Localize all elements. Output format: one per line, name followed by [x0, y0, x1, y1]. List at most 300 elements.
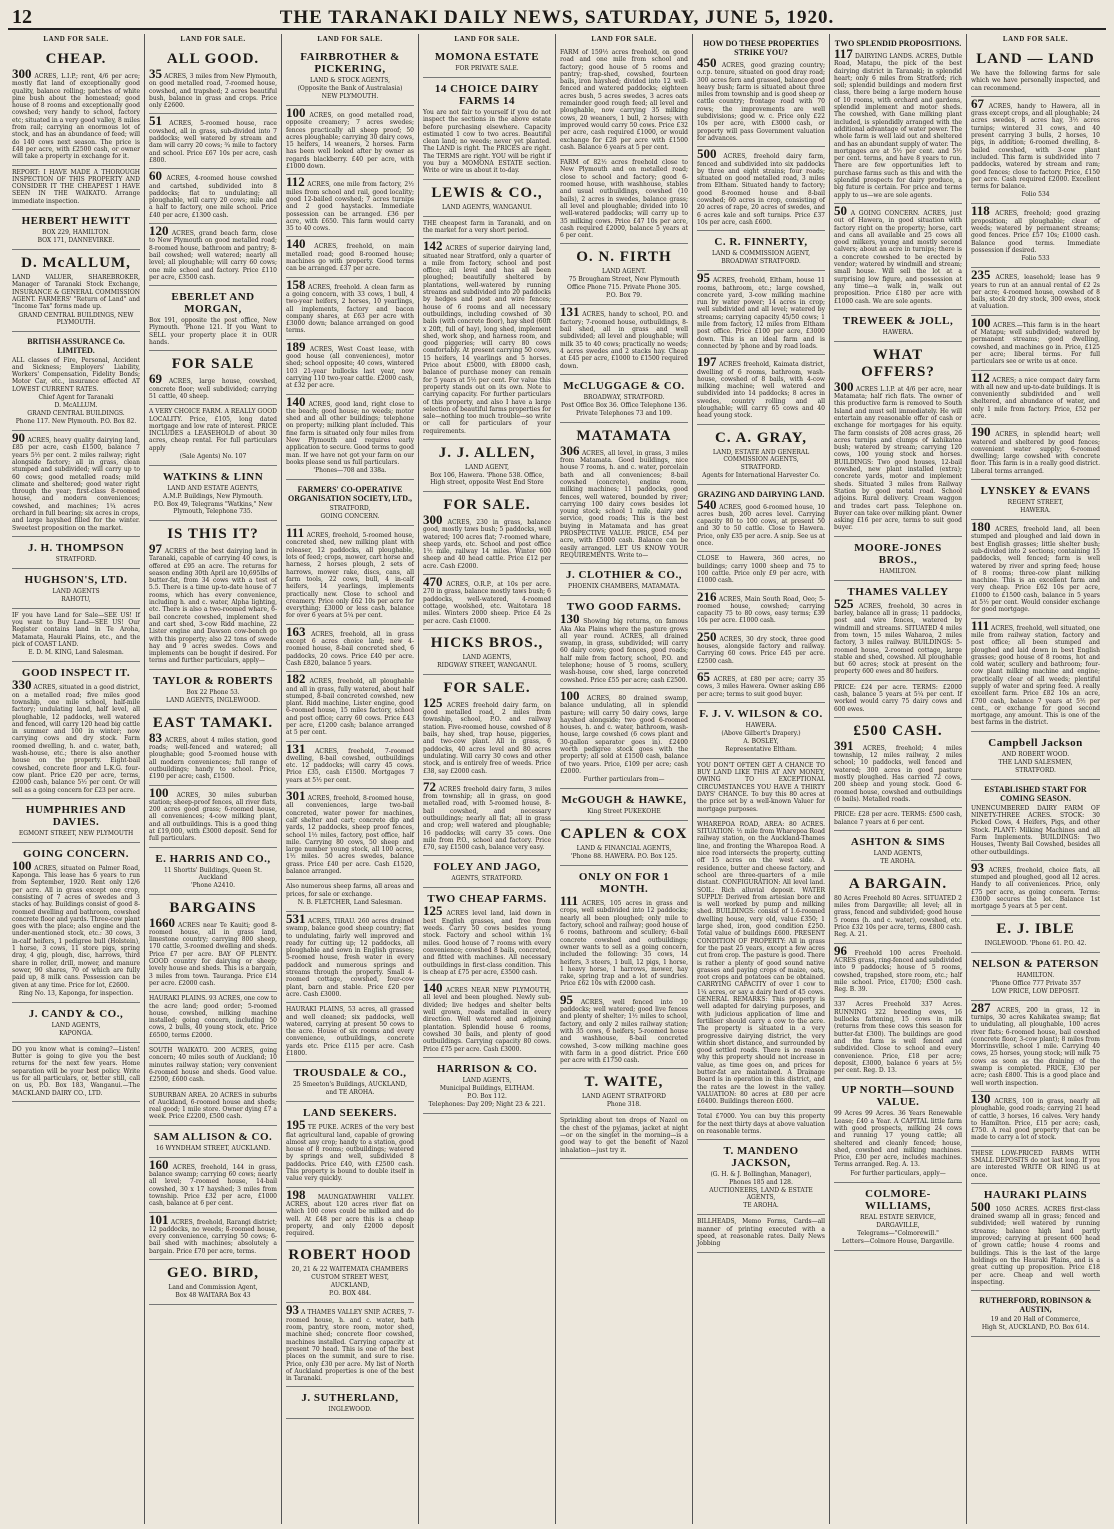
ad-body	[149, 371, 277, 400]
ad-body	[560, 687, 688, 775]
classified-ad	[697, 1110, 825, 1140]
ad-acreage: 525	[834, 595, 854, 611]
classified-ad	[286, 912, 414, 1003]
ad-contact-line: (Opposite the Bank of Australasia)	[297, 85, 403, 92]
ad-text: ACRES of the best dairying land in Taranaki, capable of carrying 40 cows, is offered at £95 an acre. The returns for season ending 30th April are 10,695lbs of butter-fat, from 34 cows with a test of 5.5. There is a time up-to-date house of 7 rooms, which has every convenience, including h. and c. water, Alpha lighting, etc. There is also a two-roomed whare, 6-bail concrete cowshed, implement shed and cart shed, 3-cow Ridd machine, 22 Lister engine and Dawson cow-bench go with this property; also 22 tons of swede hay and 9 acres swedes. Cows and implements can be bought if desired. For terms and further particulars, apply—	[149, 547, 277, 665]
ad-text: ACRES, freehold; 4 miles township, 12 miles railway, 2 miles school; 10 paddocks, well fenced and watered; 300 acres in good pasture mostly ploughed. Has carried 72 cows, 200 sheep and young stock. Good 6-roomed house, cowshed and outbuildings (6 bails). Metalled roads.	[834, 744, 962, 803]
ad-text: ACRES, O.R.P., at 10s per acre. 270 in grass, balance mostly taws bush; 6 paddocks, well-watered, 4-roomed cottage, woolshed, etc. Waitotara 18 miles. Winters 2000 sheep. Price £4 2s per acre. Cash £1000.	[423, 581, 551, 625]
classified-ad	[423, 675, 551, 780]
classified-ad	[971, 1291, 1100, 1337]
ad-acreage: 125	[423, 903, 443, 919]
classified-ad	[971, 268, 1100, 315]
ad-headline: FOR SALE	[171, 356, 255, 373]
classified-ad	[697, 552, 825, 589]
ad-text: ACRES, freehold, choice flats, all stumped and ploughed, good all 12 acres. Handy to all conveniences. Price, only £75 per acre, as going concern. Terms: £3000 secures the lot. Balance 1st mortgage 5 years at 5 per cent.	[971, 866, 1100, 911]
ad-text: LAND VALUER, SHAREBROKER, Manager of Taranaki Stock Exchange, INSURANCE & GENERAL COMMISSION AGENT. FARMERS' "Return of Land" and "Income Tax" forms made up.	[12, 274, 140, 311]
ad-body	[149, 1156, 277, 1208]
ad-body	[286, 1302, 414, 1383]
ad-acreage: 100	[286, 105, 306, 120]
ad-headline: TWO GOOD FARMS.	[566, 601, 682, 614]
ad-body	[12, 66, 140, 161]
ad-acreage: 195	[286, 1117, 306, 1133]
ad-acreage: 189	[286, 338, 306, 354]
ad-body	[423, 694, 551, 775]
classified-ad	[697, 147, 825, 231]
ad-headline: EBERLET AND MORGAN,	[171, 291, 255, 316]
classified-ad	[12, 1003, 140, 1043]
classified-ad	[834, 831, 962, 871]
classified-ad	[286, 1242, 414, 1303]
classified-ad	[560, 866, 688, 993]
ad-headline: CAPLEN & COX	[560, 826, 688, 843]
ad-contact-line: LAND AGENTS, INGLEWOOD.	[165, 696, 261, 704]
classified-ad	[560, 244, 688, 305]
ad-contact-line: (G. H. & J. Bollinghan, Manager),	[710, 1171, 812, 1179]
ad-contact-line: Representative Eltham.	[725, 745, 797, 753]
classified-ad	[12, 250, 140, 331]
ad-contact-line: LAND AGENTS, WANGANUI.	[442, 203, 532, 211]
ad-contact-line: For further particulars, apply—	[850, 1169, 946, 1177]
column-8	[967, 34, 1104, 1524]
classified-ad	[286, 742, 414, 789]
ad-headline: TWO CHEAP FARMS.	[427, 893, 547, 906]
ad-text: ACRES, 4-roomed house cowshed and cartshed, subdivided into 8 paddocks; flat to undulating; all ploughable, will carry 20 cows; mile and a half to factory, one mile school. Price £40 per acre, £1300 cash.	[149, 175, 277, 219]
classified-ad	[149, 114, 277, 169]
classified-ad	[560, 375, 688, 423]
ad-contact-line: Private Telephones 73 and 109.	[575, 409, 673, 417]
classified-ad	[697, 1140, 825, 1215]
ad-headline: GOOD INSPECT IT.	[21, 667, 131, 680]
ad-text: HAURAKI PLAINS, 53 acres, all grassed and well cleaned; six paddocks, well watered, carrying at present 50 cows to the acre. House of six rooms and every convenience, outbuildings, concrete yards etc. Price £115 per acre. Cash £1800.	[286, 1006, 414, 1057]
classified-ad	[286, 175, 414, 237]
column-5	[556, 34, 693, 1524]
classified-ad	[149, 895, 277, 993]
classified-ad	[560, 564, 688, 596]
ad-acreage: 131	[286, 740, 306, 756]
ad-acreage: 300	[834, 378, 854, 394]
ad-body	[834, 811, 962, 826]
classified-ad	[971, 204, 1100, 268]
ad-body	[149, 729, 277, 781]
classified-ad	[971, 780, 1100, 861]
ad-body	[971, 1198, 1100, 1286]
ad-text: ACRES, freehold land, all been stumped and ploughed and laid down in best English grasses; little shelter bush; sub-divided into 2 sections; containing 15 paddocks, well fenced; farm is well watered by river and spring feed; house of 8 rooms; three-cow plant milking machine. This is an excellent farm and very cheap. Price £62 10s per acre, £1000 to £1500 cash, balance in 5 years at 5½ per cent. Would consider exchange for good mortgage.	[971, 526, 1100, 614]
ad-contact-line: Letters—Colmore House, Dargaville.	[841, 1237, 955, 1245]
ad-contact-line: LAND AGENT STRATFORD	[582, 1093, 666, 1101]
ad-body	[560, 304, 688, 370]
ad-body	[286, 276, 414, 335]
classified-ad	[834, 808, 962, 831]
ad-text: ACRES level land, laid down in best English grasses, and free from weeds. Carry 50 cows besides young stock. Factory and school within 1¼ miles. Good house of 7 rooms with every convenience; cowshed 8 bails, concreted, and fitted with machines. All necessary outbuildings in first-class condition. This is cheap at £75 per acre, £3500 cash.	[423, 910, 551, 976]
ad-headline: GRAZING AND DAIRYING LAND.	[697, 489, 825, 499]
ad-headline: TWO SPLENDID PROPOSITIONS.	[834, 39, 962, 48]
ad-text: Freehold 100 acres Freehold. ACRES grass, ring-fenced and subdivided into 9 paddocks; house of 5 rooms, cowshed, trapshed, store room, etc.; half mile school. Price, £1700; £500 cash. Reg. B. 39.	[834, 949, 962, 994]
classified-ad	[423, 46, 551, 78]
classified-ad	[971, 46, 1100, 97]
ad-body	[560, 442, 688, 559]
ad-acreage: 111	[560, 893, 579, 909]
ad-body	[560, 893, 688, 988]
ad-acreage: 100	[149, 784, 169, 800]
ad-headline: Campbell Jackson	[988, 736, 1083, 749]
ad-body	[286, 105, 414, 171]
ad-acreage: 300	[12, 66, 32, 81]
ad-acreage: 50	[834, 202, 847, 218]
classified-ad	[697, 670, 825, 703]
ad-headline: GOING CONCERN.	[22, 847, 129, 860]
ad-text: ALL classes of Fire, Personal, Accident and Sickness; Employers' Liability, Workers' Compensation, Fidelity Bonds; Motor Car, etc., insurance effected AT LOWEST CURRENT RATES.	[12, 356, 140, 393]
ad-body	[149, 784, 277, 843]
ad-contact-line: 16 WYNDHAM STREET, AUCKLAND.	[155, 1144, 271, 1152]
ad-headline: HUMPHRIES AND DAVIES.	[25, 803, 127, 828]
ad-acreage: 93	[971, 859, 984, 875]
classified-ad	[560, 596, 688, 689]
ad-text: IF you have Land for Sale—SEE US! If you want to Buy Land—SEE US! Our Register contains land in Te Aroha, Matamata, Hauraki Plains, etc., and the pick of COAST LAND.	[12, 611, 140, 649]
classified-ad	[697, 759, 825, 818]
column-2	[145, 34, 282, 1524]
classified-ad	[149, 405, 277, 466]
ad-contact-line: King Street PUKEKOHE	[587, 808, 661, 816]
ad-contact-line: Folio 533	[1021, 255, 1050, 263]
ad-body	[834, 895, 962, 939]
classified-ad	[423, 888, 551, 981]
classified-ad	[286, 278, 414, 340]
ad-body	[971, 203, 1100, 254]
ad-text: HAURAKI PLAINS. 93 ACRES, one cow to the acre land; good order; 5-roomed house, cowshed, milking machine installed; going concern, including 50 cows, 2 bulls, 40 young stock, etc. Price £6500, terms £2000.	[149, 995, 277, 1039]
ad-headline: LEWIS & CO.,	[431, 184, 543, 201]
ad-contact-line: LAND AGENT.	[601, 268, 647, 276]
classified-ad	[12, 537, 140, 569]
ad-acreage: 306	[560, 442, 580, 458]
ad-headline: HARRISON & CO.	[436, 1062, 538, 1075]
ad-body	[697, 668, 825, 698]
ad-contact-line: Office Phone 715. Private Phone 305.	[567, 284, 681, 292]
classified-ad	[971, 520, 1100, 619]
ad-contact-line: BROADWAY STRATFORD.	[721, 258, 801, 266]
ad-headline: E. HARRIS AND CO.,	[155, 852, 271, 865]
ad-text: ACRES, freehold, all in grass except 6 acres choice land; new 4-roomed house, 8-bail concreted shed, 6 paddocks, 20 cows. Price £40 per acre. Cash £820, balance 5 years.	[286, 630, 414, 667]
classified-ad	[423, 1058, 551, 1114]
ad-acreage: 158	[286, 276, 306, 292]
ad-text: ACRES, leasehold; lease has 9 years to run at an annual rental of £2 2s per acre; 4-roomed house, cowshed of 8 bails, stock 20 dry stock, 300 ewes, stock at valuation.	[971, 274, 1100, 311]
ad-contact-line: 'Phones—708 and 338a.	[313, 467, 387, 475]
classified-ad	[971, 953, 1100, 1001]
classified-ad	[149, 286, 277, 351]
classified-ad	[149, 992, 277, 1044]
ad-body	[697, 628, 825, 665]
ad-contact-line: AUCTIONEERS, LAND & ESTATE AGENTS,	[709, 1187, 813, 1202]
ad-body	[697, 146, 825, 226]
ad-acreage: 100	[12, 857, 32, 873]
classified-ad	[971, 1184, 1100, 1291]
classified-ad	[560, 993, 688, 1070]
ad-acreage: 450	[697, 55, 717, 70]
ad-headline: SAM ALLISON & CO.	[153, 1130, 273, 1143]
ad-contact-line: P.O. Box 112.	[467, 1092, 507, 1100]
ad-contact-line: Telegrams—"Colmorewill."	[857, 1229, 939, 1237]
ad-contact-line: LAND & STOCK AGENTS,	[309, 77, 391, 84]
ad-headline: BRITISH ASSURANCE Co. LIMITED.	[27, 336, 125, 355]
ad-text: ACRES; a nice compact dairy farm with all new and up-to-date buildings. It is conveniently subdivided and well sheltered, and abundance of water, and only 1 mile from factory. Price, £52 per acre.	[971, 376, 1100, 420]
ad-headline: 14 CHOICE DAIRY FARMS 14	[434, 83, 540, 107]
ad-text: ACRES, freehold. A clean farm as a going concern, with 33 cows, 1 bull, 4 two-year heifers, 2 horses, 10 yearlings, all implements, factory and bacon company shares, at £63 per acre with £3000 down; balance arranged on good terms.	[286, 283, 414, 335]
ad-contact-line: D. McALLUM.	[54, 402, 98, 410]
classified-ad	[971, 732, 1100, 780]
ad-text: ACRES freehold dairy farm, 3 miles from township; all in grass, on good metalled road, with 5-roomed house, 8-bail cowshed, and necessary outbuildings; nearly all flat; all in grass and crop; well watered and ploughable; 16 paddocks; will carry 35 cows. One mile from P.O., school and factory. Price £70, say £1500 cash, balance very easy.	[423, 785, 551, 852]
ad-headline: CHEAP.	[45, 51, 107, 67]
ad-body	[149, 317, 277, 346]
ad-contact-line: DARGAVILLE,	[876, 1221, 920, 1229]
ad-headline: J. H. THOMPSON	[27, 541, 125, 554]
classified-ad	[971, 861, 1100, 916]
classified-ad	[286, 106, 414, 175]
ad-acreage: 112	[971, 369, 990, 385]
ad-text: ACRES, 80 drained swamp, balance undulating, all in splendid pasture; will carry 50 dairy cows, large hayshed alongside; two good 6-roomed houses, h. and c. water, bathroom, wash-house, large cowshed (6 cows plant and 30-gallon separator goes in). £2400 worth pedigree stock goes with the property; all sold at £1500 cash, balance of two years. Price, £109 per acre; cash £2000.	[560, 694, 688, 775]
classified-ad	[560, 305, 688, 374]
ad-body	[149, 540, 277, 665]
ad-acreage: 140	[286, 236, 306, 252]
ad-contact-line: RIDGWAY STREET, WANGANUI.	[437, 661, 537, 669]
ad-text: ACRES of superior dairying land, situated near Stratford, only a quarter of a mile from factory, school and post office; all level and has all been ploughed; beautifully sheltered by plantations, well-watered by running streams and subdivided into 20 paddocks by hedges and post and wire fences; house of 6 rooms and all necessary outbuildings, including cowshed of 30 bails (with concrete floor), hay shed (60ft x 20ft, full of hay), long shed, implement shed, work shop, and harness room, and good piggeries; will carry 80 cows comfortably. At present carrying 50 cows, 15 heifers, 14 yearlings and 5 horses. Price about £5000, with £8000 cash, balance of purchase money can remain for 5 years at 5½ per cent. For value this property stands out on its own. Note to carrying capacity. For further particulars of this property, and also I have a large selection of beautiful farms properties for sale—nothing too much trouble—so write or call for particulars of your requirements.	[423, 245, 551, 435]
ad-body	[697, 555, 825, 584]
classified-ad	[149, 1126, 277, 1158]
ad-body	[12, 169, 140, 205]
ad-headline: ALL GOOD.	[166, 51, 260, 67]
classified-ad	[423, 180, 551, 217]
classified-ad	[423, 239, 551, 440]
ad-text: ACRES L.I.P. at 4/6 per acre, near Matamata; half rich flats. The owner of this productive farm is removed to South Island and must sell immediately. He will entertain any reasonable offer of cash or exchange for mortgages for his equity. The farm consists of 208 acres grass, 26 acres turnips and clumps of kahikatea bush; watered by stream; carrying 120 cows, 100 young stock and horses. BUILDINGS: Two good houses, 12-bail cowshed, new plant installed (extra); concrete yards, motor and implement sheds. Situated 3 miles from Railway Station by good metal road. School adjoins. Rural delivery. Cream waggon and trades cart pass. Telephone on. Buyer can take over milking plant. Owner asking £16 per acre, terms to suit good buyer.	[834, 385, 962, 532]
ad-contact-line: 75 Brougham Street, New Plymouth	[568, 276, 680, 284]
ad-acreage: 190	[971, 424, 991, 440]
classified-ad	[560, 689, 688, 789]
ad-text: A VERY CHOICE FARM. A REALLY GOOD LOCALITY. Price, £105, long dated mortgage and low rate of interest. PRICE INCLUDES a LEASEHOLD of about 30 acres, cheap rental. For full particulars apply	[149, 408, 277, 452]
classified-ad	[834, 310, 962, 342]
ad-acreage: 65	[697, 668, 710, 684]
classified-ad	[286, 237, 414, 277]
ad-contact-line: A.M.P. Buildings, New Plymouth.	[163, 492, 263, 500]
ad-text: ACRES, Main South Road, Oeo; 5-roomed house, cowshed; carrying capacity 75 to 80 cows, easy terms; £39 10s per acre. £1000 cash.	[697, 595, 825, 625]
classified-ad	[423, 630, 551, 675]
ad-body	[697, 55, 825, 142]
ad-text: WHAREPOA ROAD, AREA: 80 ACRES. SITUATION: ½ mile from Wharepoa Road railway station, on the Auckland-Thames line, and fronting the Wharepoa Road. A nice road intersects the property, cutting off 15 acres on the west side. A residence, butter and cheese factory, and school are three-quarters of a mile distant. CONFIGURATION: All level land. SOIL: Rich alluvial deposit. WATER SUPPLY: Derived from artesian bore and is well worked by pump and milking shed. BUILDINGS: consist of 1.6-roomed dwelling house, very old, value £350; 1 large shed, iron, good condition £250. Total value of buildings £600. PRESENT CONDITION OF PROPERTY: All in grass for the past 25 years, except a few acres cut from crop. The pasture is good. There is rather a plenty of good sound native grasses and paying crops of maize, oats, root crops and potatoes can be obtained. CARRYING CAPACITY of over 1 cow to 1¼ acres, or say a dairy herd of 45 cows. GENERAL REMARKS: This property is well adapted for dairying purposes, and with judicious application of lime and fertiliser should carry a cow to the acre. The property is situated in a very progressive dairying district, the very within short distance, and surrounded by good settled roads. There is no reason why this property should not increase in value, as time goes on, and prices for butter-fat are maintained. A Drainage Board is in operation in this district, and the rates are the lowest in the valley. VALUATION: 80 acres at £80 per acre £6400. Buildings thereon £600.	[697, 820, 825, 1106]
classified-ad	[560, 156, 688, 244]
ad-body	[971, 519, 1100, 614]
ad-contact-line: HAWERA.	[1020, 507, 1051, 515]
classified-ad	[971, 97, 1100, 205]
ad-text: ACRES, grand beach farm, close to New Plymouth on good metalled road; 8-roomed house, bathroom and pantry; 8-bail cowshed; well watered; nearly all level; all ploughable; will carry 60 cows; one mile school and factory. Price £110 per acre, £3500 cash.	[149, 230, 277, 281]
ad-contact-line: High St, AUCKLAND, P.O. Box 614.	[981, 1324, 1090, 1332]
classified-ad	[560, 46, 688, 156]
ad-contact-line: BOX 229, HAMILTON.	[41, 229, 111, 237]
classified-ad	[286, 1188, 414, 1243]
ad-headline: T. WAITE,	[584, 1074, 664, 1091]
ad-contact-line: CUSTOM STREET WEST,	[311, 1274, 389, 1282]
classified-ad	[971, 425, 1100, 480]
ad-body	[423, 220, 551, 235]
ad-acreage: 117	[834, 46, 853, 61]
ad-headline: HAURAKI PLAINS	[983, 1188, 1088, 1201]
ad-acreage: 118	[971, 203, 990, 219]
classified-ad	[834, 1079, 962, 1182]
ad-headline: J. CANDY & CO.,	[28, 1007, 124, 1020]
ad-contact-line: Phone 318.	[606, 1101, 642, 1109]
ad-contact-line: AGENTS, STRATFORD.	[451, 875, 523, 883]
ad-headline: MOORE-JONES BROS.,	[854, 541, 942, 566]
ad-text: ACRES, in splendid heart; well watered and sheltered by good fences; convenient water supply; 6-roomed dwelling; large cowshed with concrete floor. This farm is in a really good district. Liberal terms arranged.	[971, 431, 1100, 475]
ad-contact-line: INGLEWOOD.	[328, 1406, 372, 1414]
ad-acreage: 100	[560, 687, 580, 703]
ad-body	[697, 270, 825, 350]
ad-acreage: 111	[971, 617, 990, 633]
ad-acreage: 93	[286, 1302, 299, 1318]
ad-headline: FOLEY AND JAGO,	[433, 861, 541, 874]
classified-ad	[286, 526, 414, 625]
ad-acreage: 111	[286, 525, 305, 541]
ad-body	[971, 314, 1100, 366]
ad-contact-line: STRATFORD,	[329, 505, 371, 513]
ad-contact-line: N. B. FLETCHER, Land Salesman.	[297, 898, 403, 906]
classified-ad	[149, 1260, 277, 1305]
ad-headline: EAST TAMAKI.	[152, 714, 274, 731]
ad-headline: E. J. IBLE	[996, 920, 1075, 937]
ad-body	[12, 1046, 140, 1097]
ad-headline: HICKS BROS.,	[430, 634, 544, 651]
ad-acreage: 101	[149, 1211, 169, 1227]
ad-body	[423, 778, 551, 852]
ad-body	[286, 1006, 414, 1057]
ad-body	[697, 354, 825, 420]
classified-ad	[697, 630, 825, 670]
ad-body	[697, 1218, 825, 1247]
ad-text: ACRES, freehold, 7-roomed dwelling, 8-bail cowshed, outbuildings etc. 12 paddocks; will carry 45 cows. Price £35, cash £1500. Mortgages 7 years at 5½ per cent.	[286, 747, 414, 784]
ad-contact-line: BOX 171, DANNEVIRKE.	[37, 237, 115, 245]
ad-contact-line: 'Phone Office 777 Private 357	[990, 979, 1081, 987]
ad-body	[12, 357, 140, 393]
ad-text: ACRES, all level, in grass, 3 miles from Matamata. Good buildings, nice house 7 rooms, h. and c. water, porcelain bath and all conveniences; 8-bail cowshed (concrete), engine room, milking machines; 11 paddocks, good fences, well watered, bounded by river; carrying 100 dairy cows besides lot young stock; school 1 mile, dairy and service, good roads; This is the best buying in Matamata and has great PROSPECTIVE VALUE. PRICE, £54 per acre, with £5000 cash. Balance can be easily arranged. LET US KNOW YOUR REQUIREMENTS. Write to—	[560, 449, 688, 559]
ad-body	[834, 737, 962, 803]
ad-acreage: 140	[286, 393, 306, 409]
ad-acreage: 95	[560, 991, 573, 1007]
ad-headline: F. J. V. WILSON & CO.	[699, 707, 823, 720]
ad-body	[12, 612, 140, 648]
column-4	[419, 34, 556, 1524]
classified-ad	[12, 662, 140, 798]
classified-ad	[149, 466, 277, 521]
ad-headline: T. MANDENO JACKSON,	[723, 1145, 799, 1170]
ad-contact-line: Municipal Buildings, ELTHAM.	[439, 1084, 535, 1092]
ad-headline: LAND — LAND	[976, 51, 1095, 67]
ad-acreage: 51	[149, 113, 162, 129]
ad-contact-line: PHOENIX CHAMBERS, MATAMATA.	[568, 583, 680, 591]
classified-ad	[971, 1092, 1100, 1147]
ad-acreage: 198	[286, 1186, 306, 1202]
ad-acreage: 130	[971, 1090, 991, 1106]
classified-ad	[971, 480, 1100, 520]
classified-ad	[12, 843, 140, 1003]
masthead	[8, 6, 1106, 30]
classified-ad	[971, 916, 1100, 953]
ad-text: ACRES, freehold; good grazing proposition; all ploughable; clear of weeds; watered by permanent streams; good fences. Price £57 10s; £1000 cash. Balance good terms. Immediate possession if desired.	[971, 210, 1100, 254]
ad-acreage: 140	[423, 980, 443, 996]
ad-body	[697, 762, 825, 813]
classified-ad	[12, 799, 140, 843]
classified-ad	[971, 371, 1100, 426]
ad-text: Sprinkling about ten drops of Nazol on the chest of the pyjamas, jacket at night—or on the singlet in the morning—is a good way to get the benefit of Nazol inhalation—just try it.	[560, 1117, 688, 1154]
ad-text: ACRES, 3 miles from New Plymouth, on good metalled road, 7-roomed house, cowshed, and trapshed; 2 acres beautiful bush, balance in grass and crops. Price only £2600.	[149, 73, 277, 110]
ad-headline: MOMONA ESTATE	[434, 51, 540, 63]
classified-ad	[149, 351, 277, 405]
ad-contact-line: THE LAND SALESMEN,	[998, 758, 1073, 766]
ad-acreage: 142	[423, 238, 443, 254]
ad-text: ACRES, 230 in grass, balance good, mostly taws bush; 5 paddocks, well watered; 100 acres flat; 7-roomed whare, sheep yards, etc. School and post office 1½ mile, railway 14 miles. Winter 600 sheep and 40 head cattle. Price £12 per acre. Cash £2000.	[423, 518, 551, 570]
ad-contact-line: GRAND CENTRAL BUILDINGS.	[27, 410, 125, 418]
ad-contact-line: 25 Smeeton's Buildings, AUCKLAND,	[293, 1081, 407, 1089]
ad-contact-line: HAMILTON.	[1016, 971, 1055, 979]
ad-acreage: 83	[149, 729, 162, 745]
ad-body	[560, 1117, 688, 1153]
classified-ad	[12, 210, 140, 250]
ad-contact-line: RAHOTU,	[61, 595, 91, 603]
ad-text: FARM of 159½ acres freehold, on good road and one mile from school and factory; good house of 5 rooms and pantry; trap-shed, cowshed, fourteen bails, iron hayshed; divided into 12 well-fenced and watered paddocks; eighteen acres bush, 5 acres swedes, 3 acres oats remainder good rough feed; all level and ploughable, now carrying 35 milking cows, 20 weaners, 1 bull, 2 horses; with improved would carry 50 cows. Price £32 per acre, cash required £1000, or would exchange for £28 per acre with £1500 cash. Balance 6 years at 5 per cent.	[560, 49, 688, 151]
ad-acreage: 330	[12, 677, 32, 693]
ad-contact-line: Land and Commission Agent,	[168, 1283, 258, 1291]
ad-contact-line: LAND AGENTS	[52, 587, 100, 595]
classified-ad	[697, 425, 825, 485]
classified-ad	[971, 1147, 1100, 1184]
classified-ad	[834, 34, 962, 204]
ad-acreage: 112	[286, 174, 305, 190]
ad-acreage: 160	[149, 1156, 169, 1172]
classified-ad	[560, 1069, 688, 1114]
ad-contact-line: 'Phone A2410.	[191, 881, 235, 889]
ad-text: Total £7000. You can buy this property for the next thirty days at above valuation on reasonable terms.	[697, 1113, 825, 1136]
ad-body	[286, 525, 414, 620]
ad-contact-line: LAND AGENT,	[464, 463, 510, 471]
ad-contact-line: HAWERA.	[882, 328, 914, 336]
ad-body	[834, 46, 962, 199]
classified-ad	[834, 718, 962, 808]
ad-body	[971, 1150, 1100, 1179]
ad-body	[560, 49, 688, 151]
ad-headline: COLMORE-WILLIAMS,	[865, 1187, 931, 1212]
ad-text: ACRES, L.I.P.; rent, 4/6 per acre; mostly flat land of exceptionally good quality, balance rolling; patches of white pine bush about the homestead; good house of 8 rooms and exceptionally good cowshed; very handy to school, factory etc; situated in a very good valley, 8 miles from rail; carrying an enormous lot of stock, and has an abundance of feed; will do 140 cows next season. The price is £48 per acre, with £2500 cash, or owner will take a property in exchange for it.	[12, 73, 140, 161]
ad-contact-line: Box 22 Phone 53.	[186, 688, 240, 696]
ad-headline: FOR SALE.	[443, 496, 531, 513]
ad-headline: WATKINS & LINN	[162, 470, 264, 483]
ad-contact-line: Phones 185 and 128.	[729, 1179, 793, 1187]
ad-headline: D. McALLUM,	[21, 255, 131, 272]
classified-ad	[423, 492, 551, 575]
classified-ad	[560, 821, 688, 866]
ad-text: ACRES, freehold, on main metalled road; good 8-roomed house; machines go with property. Good terms can be arranged. £37 per acre.	[286, 243, 414, 273]
ad-body	[149, 1047, 277, 1083]
ad-acreage: 182	[286, 671, 306, 687]
ad-headline: FAIRBROTHER & PICKERING,	[300, 51, 400, 75]
classified-ad	[12, 431, 140, 537]
ad-body	[697, 588, 825, 625]
ad-text: A THAMES VALLEY SNIP. ACRES, 7-roomed house, h. and c. water, bath room, pantry, store room, motor shed, machine shed; concrete floor cowshed, machines installed. Carrying capacity at present 70 head. This is one of the best places on the summit, and sure to rise. Price, only £30 per acre. My list of North of Auckland properties is one of the best in Taranaki.	[286, 1309, 414, 1383]
ad-text: ACRES, on good metalled road, opposite creamery; 7 acres swedes; fences practically all sheep proof; 50 acres ploughable; carrying 30 dairy cows, 15 heifers, 14 weaners, 2 horses. Farm has been well looked after by owner as regards blackberry. £40 per acre, with £1000 down.	[286, 112, 414, 171]
classified-ad	[286, 880, 414, 912]
classified-ad	[149, 670, 277, 710]
ad-text: ACRES, well fenced into 10 paddocks; well watered; good live fences and plenty of shelter; 1½ miles to school, factory, and only 2 miles railway station; with 35 cows, 6 heifers; 5-roomed house and washhouse, 8-bail concreted cowshed, 3-cow milking machine goes with farm in a good district. Price £60 per acre with £1750 cash.	[560, 998, 688, 1065]
ad-body	[834, 1001, 962, 1074]
classified-ad	[149, 786, 277, 848]
ad-body	[971, 999, 1100, 1087]
classified-ad	[12, 609, 140, 662]
ad-headline: £500 CASH.	[853, 722, 943, 739]
ad-acreage: 1660	[149, 914, 175, 930]
